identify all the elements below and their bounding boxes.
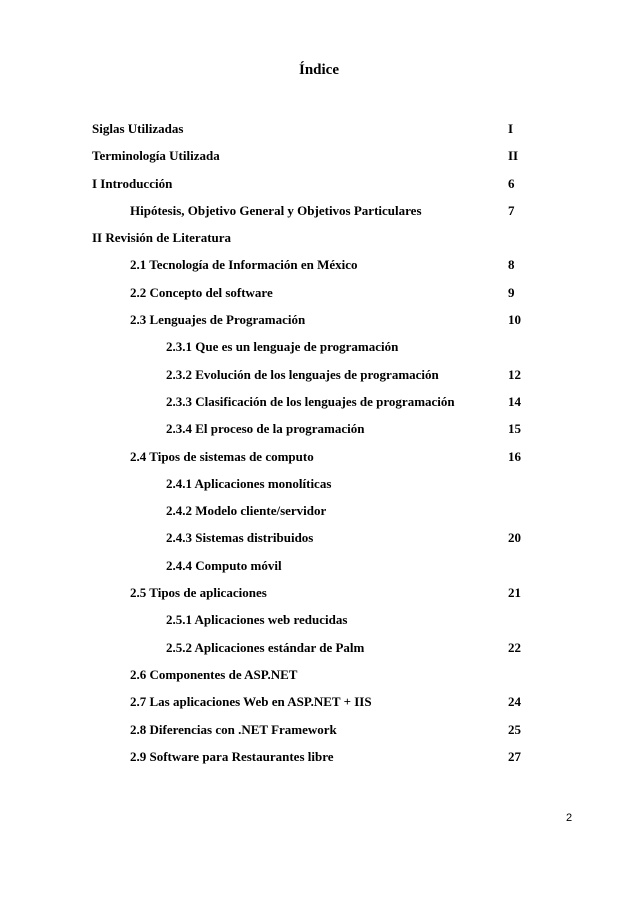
toc-entry-page: 16 bbox=[508, 448, 521, 464]
toc-entry-title: 2.4.3 Sistemas distribuidos bbox=[166, 530, 314, 546]
toc-entry-title: 2.4.1 Aplicaciones monolíticas bbox=[166, 475, 332, 491]
toc-entry bbox=[0, 556, 638, 583]
toc-entry bbox=[0, 146, 638, 173]
toc-entry-title: 2.8 Diferencias con .NET Framework bbox=[130, 721, 337, 737]
toc-entry-title: 2.5.1 Aplicaciones web reducidas bbox=[166, 612, 348, 628]
toc-entry-title: 2.3.4 El proceso de la programación bbox=[166, 421, 365, 437]
toc-entry-title: 2.3.1 Que es un lenguaje de programación bbox=[166, 339, 399, 355]
toc-entry-page: 7 bbox=[508, 202, 515, 218]
toc-entry-title: 2.4.2 Modelo cliente/servidor bbox=[166, 503, 327, 519]
toc-entry-page: 15 bbox=[508, 421, 521, 437]
toc-entry-title: 2.7 Las aplicaciones Web en ASP.NET + IIS bbox=[130, 694, 372, 710]
toc-entry bbox=[0, 747, 638, 774]
toc-entry bbox=[0, 474, 638, 501]
toc-entry-page: 21 bbox=[508, 585, 521, 601]
toc-entry-title: 2.3 Lenguajes de Programación bbox=[130, 312, 306, 328]
toc-entry-page: II bbox=[508, 148, 519, 164]
toc-entry bbox=[0, 337, 638, 364]
toc-entry-page: 12 bbox=[508, 366, 521, 382]
toc-entry-page: 10 bbox=[508, 312, 521, 328]
toc-entry-title: 2.1 Tecnología de Información en México bbox=[130, 257, 358, 273]
toc-entry-title: Hipótesis, Objetivo General y Objetivos Particulares bbox=[130, 202, 422, 218]
page-number: 2 bbox=[566, 812, 573, 824]
toc-entry bbox=[0, 638, 638, 665]
toc-entry bbox=[0, 720, 638, 747]
toc-entry-page: 20 bbox=[508, 530, 521, 546]
toc-entry-title: 2.3.3 Clasificación de los lenguajes de programación bbox=[166, 393, 455, 409]
toc-entry-page: 8 bbox=[508, 257, 515, 273]
toc-entry bbox=[0, 419, 638, 446]
toc-entry bbox=[0, 119, 638, 146]
toc-entry-title: 2.6 Componentes de ASP.NET bbox=[130, 666, 298, 682]
toc-entry-title: 2.4.4 Computo móvil bbox=[166, 557, 282, 573]
toc-entry-page: 25 bbox=[508, 721, 521, 737]
page-title: Índice bbox=[298, 62, 339, 78]
toc-entry-page: I bbox=[508, 121, 514, 136]
toc-entry-title: 2.4 Tipos de sistemas de computo bbox=[130, 448, 314, 464]
toc-entry bbox=[0, 528, 638, 555]
toc-entry bbox=[0, 228, 638, 255]
toc-entry-title: Siglas Utilizadas bbox=[92, 121, 184, 136]
toc-entry-title: Terminología Utilizada bbox=[92, 148, 220, 164]
toc-entry bbox=[0, 174, 638, 201]
toc-entry bbox=[0, 692, 638, 719]
toc-entry bbox=[0, 310, 638, 337]
toc-entry-page: 27 bbox=[508, 748, 521, 764]
toc-entry-title: 2.9 Software para Restaurantes libre bbox=[130, 748, 334, 764]
toc-entry bbox=[0, 583, 638, 610]
toc-entry-title: 2.5.2 Aplicaciones estándar de Palm bbox=[166, 639, 365, 655]
toc-entry bbox=[0, 201, 638, 228]
toc-entry-page: 22 bbox=[508, 639, 521, 655]
toc-entry-title: 2.2 Concepto del software bbox=[130, 284, 273, 300]
toc-entry bbox=[0, 365, 638, 392]
toc-entry-title: I Introducción bbox=[92, 175, 173, 191]
toc-entry-page: 14 bbox=[508, 393, 521, 409]
toc-entry bbox=[0, 283, 638, 310]
toc-entry bbox=[0, 447, 638, 474]
toc-entry bbox=[0, 610, 638, 637]
toc-entry bbox=[0, 392, 638, 419]
toc-entry-title: 2.3.2 Evolución de los lenguajes de programación bbox=[166, 366, 439, 382]
toc-entry bbox=[0, 501, 638, 528]
toc-entry-page: 9 bbox=[508, 284, 515, 300]
toc-entry bbox=[0, 255, 638, 282]
toc-entry-title: II Revisión de Literatura bbox=[92, 230, 232, 246]
toc-entry bbox=[0, 665, 638, 692]
toc-entry-page: 24 bbox=[508, 694, 521, 710]
toc-entry-page: 6 bbox=[508, 175, 515, 191]
table-of-contents bbox=[0, 119, 638, 774]
toc-entry-title: 2.5 Tipos de aplicaciones bbox=[130, 585, 267, 601]
